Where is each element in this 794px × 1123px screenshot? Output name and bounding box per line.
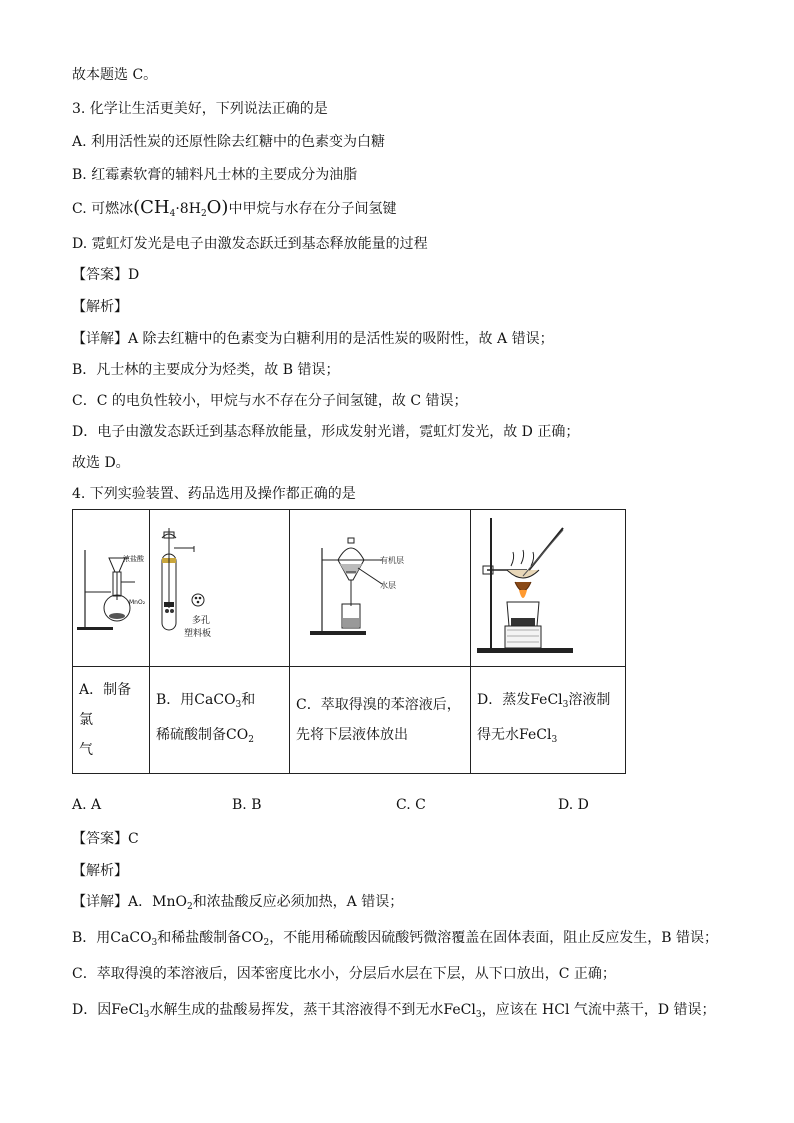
figure-d-cell [471, 510, 626, 667]
caption-c [290, 667, 471, 774]
caption-b-and: 和 [241, 692, 256, 708]
q3c-text-pre: C. 可燃冰 [72, 201, 134, 217]
caption-b-line-2: 稀硫酸制备 [156, 727, 226, 743]
question-3-option-d: D. 霓虹灯发光是电子由激发态跃迁到基态释放能量的过程 [72, 236, 428, 252]
d44-c: 水解生成的盐酸易挥发，蒸干其溶液得不到无水 [149, 1002, 444, 1018]
d44-fecl3: FeCl [111, 1002, 144, 1018]
q3c-formula-close: O) [206, 197, 229, 218]
caption-a-line-1: A．制备氯 [79, 682, 132, 728]
question-4-choices [72, 797, 752, 817]
label-porous: 多孔 [192, 616, 211, 626]
q3c-sub-2: 2 [200, 209, 207, 219]
d42-co2-sub: 2 [263, 938, 270, 948]
experiment-table [72, 509, 626, 774]
d42-c: 和稀盐酸制备 [157, 930, 242, 946]
label-concentrated-hcl: 浓盐酸 [123, 555, 144, 563]
q3c-formula-mid: ·8H [175, 201, 201, 217]
d44-fecl3-sub: 3 [143, 1010, 150, 1020]
figure-a-cell [73, 510, 150, 667]
d44-a: D．因 [72, 1002, 112, 1018]
d42-a: B．用 [72, 930, 111, 946]
caption-c-line-2: 先将下层液体放出 [296, 727, 408, 743]
chlorine-apparatus-figure [73, 510, 149, 662]
caption-b [150, 667, 290, 774]
detail-4-line-4 [72, 1001, 716, 1024]
caption-a-line-2: 气 [79, 742, 93, 758]
caption-c-line-1: C．萃取得溴的苯溶液后， [296, 697, 461, 713]
d42-caco3: CaCO [110, 930, 152, 946]
caption-d-pre: D．蒸发 [477, 692, 531, 708]
q3c-formula-open: (CH [133, 197, 170, 218]
caption-b-co2: CO [226, 727, 249, 743]
question-3-option-c [72, 199, 396, 223]
question-4-stem: 4. 下列实验装置、药品选用及操作都正确的是 [72, 486, 356, 502]
d42-co2: CO [241, 930, 264, 946]
caption-b-caco3-sub: 3 [235, 700, 242, 710]
caption-d [471, 667, 626, 774]
figure-c-cell [290, 510, 471, 667]
label-mno2: MnO₂ [129, 599, 146, 606]
caption-d-line-2: 得无水 [477, 727, 519, 743]
caption-a [73, 667, 150, 774]
d44-fecl3-2-sub: 3 [475, 1010, 482, 1020]
detail-4-line-1 [72, 893, 403, 916]
detail-4-line-3: C．萃取得溴的苯溶液后，因苯密度比水小，分层后水层在下层，从下口放出，C 正确； [72, 966, 616, 982]
detail-3-line-4: D．电子由激发态跃迁到基态释放能量，形成发射光谱，霓虹灯发光，故 D 正确； [72, 424, 580, 440]
d42-caco3-sub: 3 [151, 938, 158, 948]
caption-d-fecl3: FeCl [530, 692, 563, 708]
choice-d: D. D [558, 797, 589, 813]
caption-b-caco3: CaCO [194, 692, 236, 708]
choice-c: C. C [396, 797, 426, 813]
d42-e: ，不能用稀硫酸因硫酸钙微溶覆盖在固体表面，阻止反应发生，B 错误； [269, 930, 718, 946]
evaporation-apparatus-figure [471, 510, 624, 662]
question-3-option-b: B. 红霉素软膏的辅料凡士林的主要成分为油脂 [72, 167, 358, 183]
caption-d-fecl3-sub: 3 [562, 700, 569, 710]
detail-3-line-3: C．C 的电负性较小，甲烷与水不存在分子间氢键，故 C 错误； [72, 393, 468, 409]
d44-e: ，应该在 HCl 气流中蒸干，D 错误； [481, 1002, 716, 1018]
choice-b: B. B [232, 797, 262, 813]
label-water-layer: 水层 [380, 581, 396, 590]
detail-3-line-5: 故选 D。 [72, 455, 130, 471]
question-3-option-a: A. 利用活性炭的还原性除去红糖中的色素变为白糖 [72, 134, 386, 150]
analysis-3-heading: 【解析】 [72, 299, 128, 315]
d44-fecl3-2: FeCl [443, 1002, 476, 1018]
q3c-sub-4: 4 [169, 209, 176, 219]
choice-a: A. A [72, 797, 102, 813]
detail-3-line-2: B．凡士林的主要成分为烃类，故 B 错误； [72, 362, 340, 378]
caption-b-pre: B．用 [156, 692, 195, 708]
extraction-apparatus-figure [290, 510, 470, 662]
detail-4-line-2 [72, 929, 718, 952]
answer-3: 【答案】D [72, 267, 140, 283]
d41-pre: 【详解】A．MnO [72, 894, 187, 910]
conclusion-prev: 故本题选 C。 [72, 67, 158, 83]
analysis-4-heading: 【解析】 [72, 863, 128, 879]
detail-3-line-1: 【详解】A 除去红糖中的色素变为白糖利用的是活性炭的吸附性，故 A 错误； [72, 331, 554, 347]
label-plastic-board: 塑料板 [184, 629, 212, 639]
label-organic-layer: 有机层 [380, 556, 404, 565]
caption-d-solution: 溶液制 [568, 692, 611, 708]
caption-b-co2-sub: 2 [248, 735, 254, 745]
question-3-stem: 3. 化学让生活更美好，下列说法正确的是 [72, 101, 328, 117]
caption-d-fecl3-2: FeCl [519, 727, 552, 743]
answer-4: 【答案】C [72, 831, 139, 847]
co2-apparatus-figure [150, 510, 288, 662]
d41-sub: 2 [186, 902, 193, 912]
q3c-text-post: 中甲烷与水存在分子间氢键 [228, 201, 397, 217]
figure-b-cell [150, 510, 290, 667]
caption-d-fecl3-2-sub: 3 [551, 735, 558, 745]
d41-post: 和浓盐酸反应必须加热，A 错误； [192, 894, 404, 910]
